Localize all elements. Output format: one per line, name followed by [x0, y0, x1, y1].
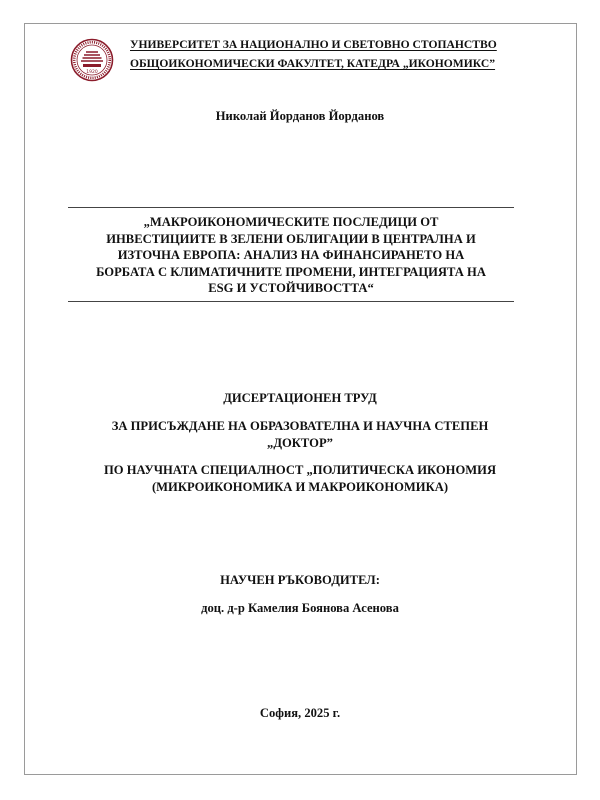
specialty-statement — [0, 462, 600, 495]
degree-line: ЗА ПРИСЪЖДАНЕ НА ОБРАЗОВАТЕЛНА И НАУЧНА СТЕПЕН — [111, 419, 489, 433]
supervisor-label: НАУЧЕН РЪКОВОДИТЕЛ: — [220, 573, 380, 587]
university-name: УНИВЕРСИТЕТ ЗА НАЦИОНАЛНО И СВЕТОВНО СТОПАНСТВО — [130, 38, 497, 51]
logo-year: 1920 — [86, 70, 98, 75]
title-line: ИНВЕСТИЦИИТЕ В ЗЕЛЕНИ ОБЛИГАЦИИ В ЦЕНТРАЛНА И — [106, 231, 476, 246]
title-line: БОРБАТА С КЛИМАТИЧНИТЕ ПРОМЕНИ, ИНТЕГРАЦИЯТА НА — [96, 264, 486, 279]
title-line: ИЗТОЧНА ЕВРОПА: АНАЛИЗ НА ФИНАНСИРАНЕТО НА — [117, 248, 465, 262]
specialty-line: ПО НАУЧНАТА СПЕЦИАЛНОСТ „ПОЛИТИЧЕСКА ИКОНОМИЯ — [103, 463, 497, 477]
place-date: София, 2025 г. — [259, 706, 341, 720]
author-name: Николай Йорданов Йорданов — [215, 109, 385, 123]
title-top-rule — [68, 207, 514, 208]
supervisor-name: доц. д-р Камелия Боянова Асенова — [201, 601, 399, 615]
university-logo — [70, 38, 114, 82]
degree-statement — [0, 418, 600, 451]
document-type: ДИСЕРТАЦИОНЕН ТРУД — [223, 391, 377, 405]
faculty-name: ОБЩОИКОНОМИЧЕСКИ ФАКУЛТЕТ, КАТЕДРА „ИКОНОМИКС” — [130, 57, 496, 70]
institution-header — [130, 38, 550, 76]
title-bottom-rule — [68, 301, 514, 302]
title-line: „МАКРОИКОНОМИЧЕСКИТЕ ПОСЛЕДИЦИ ОТ — [143, 215, 439, 229]
degree-line: „ДОКТОР” — [267, 435, 333, 450]
title-line: ESG И УСТОЙЧИВОСТТА“ — [208, 281, 374, 295]
specialty-line: (МИКРОИКОНОМИКА И МАКРОИКОНОМИКА) — [151, 479, 449, 494]
dissertation-title — [68, 214, 514, 297]
